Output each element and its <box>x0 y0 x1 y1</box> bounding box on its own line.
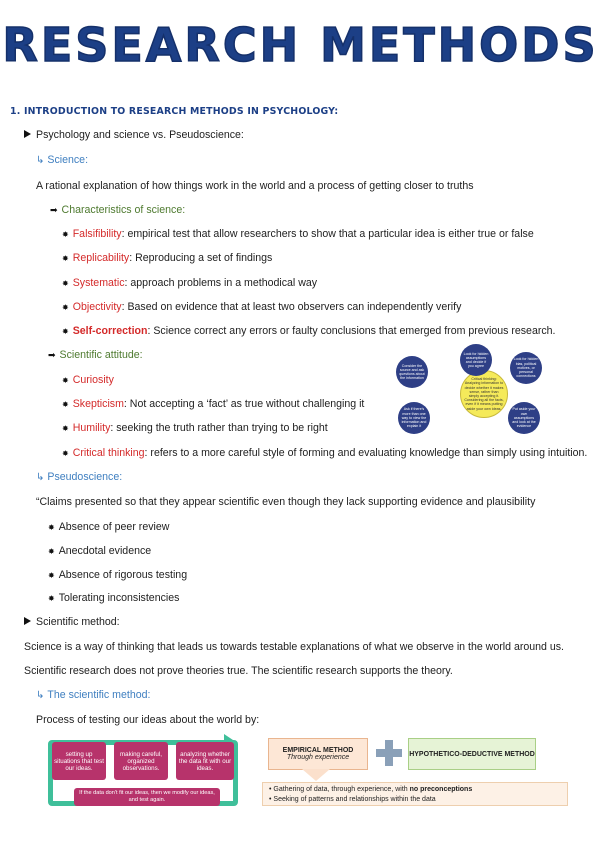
diagram-center-circle: Critical thinking: Analyzing information to decide whether it makes sense, rather than simply accepting it. Considering all the facts, even if it means putting aside your own ideas. <box>460 370 508 418</box>
star-bullet-icon: ✸ <box>62 279 69 288</box>
characteristics-label: ➡ Characteristics of science: <box>50 204 186 216</box>
arrow-right-icon: ➡ <box>48 350 56 360</box>
star-bullet-icon: ✸ <box>62 424 69 433</box>
science-label: ↳ Science: <box>36 154 89 166</box>
pseudoscience-definition: “Claims presented so that they appear scientific even though they lack supporting evidence and plausibility <box>36 496 536 508</box>
diagram-circle-left: Consider the source and ask questions about the information <box>396 356 428 388</box>
star-bullet-icon: ✸ <box>62 230 69 239</box>
list-item: ✸ Absence of rigorous testing <box>48 569 188 581</box>
empirical-details <box>262 782 568 806</box>
list-item: • Seeking of patterns and relationships within the data <box>269 796 436 803</box>
plus-icon <box>376 740 402 766</box>
corner-arrow-icon: ↳ <box>36 690 45 701</box>
star-bullet-icon: ✸ <box>62 327 69 336</box>
scientific-method-line-1: Science is a way of thinking that leads us towards testable explanations of what we observe in the world around us. <box>24 641 565 653</box>
list-item: ✸ Systematic: approach problems in a methodical way <box>62 277 318 289</box>
list-item: ✸ Self-correction: Science correct any errors or faulty conclusions that emerged from previous research. <box>62 325 556 337</box>
star-bullet-icon: ✸ <box>62 254 69 263</box>
diagram-circle-bottom: Ask if there's more than one way to view the information and explain it <box>398 402 430 434</box>
list-item: ✸ Absence of peer review <box>48 521 170 533</box>
arrow-right-icon: ➡ <box>50 205 58 215</box>
list-item: ✸ Critical thinking: refers to a more careful style of forming and evaluating knowledge than simply using intuition. <box>62 447 588 459</box>
corner-arrow-icon: ↳ <box>36 472 45 483</box>
diagram-circle-top-right: Look for hidden bias, political motives, or personal connections <box>510 352 542 384</box>
section-heading: 1. INTRODUCTION TO RESEARCH METHODS IN PSYCHOLOGY: <box>10 106 339 117</box>
list-item: ✸ Tolerating inconsistencies <box>48 592 180 604</box>
scientific-method-line-2: Scientific research does not prove theories true. The scientific research supports the theory. <box>24 665 453 677</box>
attitude-label: ➡ Scientific attitude: <box>48 349 143 361</box>
list-item: ✸ Falsifibility: empirical test that allow researchers to show that a particular idea is either true or false <box>62 228 534 240</box>
pseudoscience-label: ↳ Pseudoscience: <box>36 471 123 483</box>
process-step: making careful, organized observations. <box>114 742 168 780</box>
process-step: analyzing whether the data fit with our ideas. <box>176 742 234 780</box>
star-bullet-icon: ✸ <box>62 449 69 458</box>
list-item: ✸ Replicability: Reproducing a set of findings <box>62 252 273 264</box>
diagram-circle-right: Put aside your own assumptions and look at the evidence <box>508 402 540 434</box>
corner-arrow-icon: ↳ <box>36 155 45 166</box>
star-bullet-icon: ✸ <box>48 547 55 556</box>
star-bullet-icon: ✸ <box>62 376 69 385</box>
critical-thinking-diagram <box>390 344 578 444</box>
hypothetico-deductive-box: HYPOTHETICO-DEDUCTIVE METHOD <box>408 738 536 770</box>
loop-note: If the data don't fit our ideas, then we modify our ideas, and test again. <box>74 788 220 806</box>
star-bullet-icon: ✸ <box>48 594 55 603</box>
scientific-method-cycle <box>44 736 240 810</box>
list-item: • Gathering of data, through experience, with no preconceptions <box>269 786 473 793</box>
topic-line: Psychology and science vs. Pseudoscience: <box>24 129 244 141</box>
star-bullet-icon: ✸ <box>62 400 69 409</box>
list-item: ✸ Skepticism: Not accepting a ‘fact’ as true without challenging it <box>62 398 365 410</box>
process-intro: Process of testing our ideas about the world by: <box>36 714 260 726</box>
list-item: ✸ Curiosity <box>62 374 114 386</box>
star-bullet-icon: ✸ <box>62 303 69 312</box>
star-bullet-icon: ✸ <box>48 571 55 580</box>
scientific-method-heading: Scientific method: <box>24 616 120 628</box>
list-item: ✸ Objectivity: Based on evidence that at least two observers can independently verify <box>62 301 462 313</box>
process-step: setting up situations that test our ideas. <box>52 742 106 780</box>
empirical-method-box: EMPIRICAL METHOD Through experience <box>268 738 368 770</box>
triangle-bullet-icon <box>24 130 31 138</box>
list-item: ✸ Humility: seeking the truth rather than trying to be right <box>62 422 328 434</box>
star-bullet-icon: ✸ <box>48 523 55 532</box>
down-arrow-icon <box>302 769 330 781</box>
triangle-bullet-icon <box>24 617 31 625</box>
page-title: RESEARCH METHODS <box>2 18 599 72</box>
diagram-circle-top: Look for hidden assumptions and decide if you agree <box>460 344 492 376</box>
the-scientific-method-label: ↳ The scientific method: <box>36 689 151 701</box>
science-definition: A rational explanation of how things work in the world and a process of getting closer to truths <box>36 180 474 192</box>
list-item: ✸ Anecdotal evidence <box>48 545 152 557</box>
